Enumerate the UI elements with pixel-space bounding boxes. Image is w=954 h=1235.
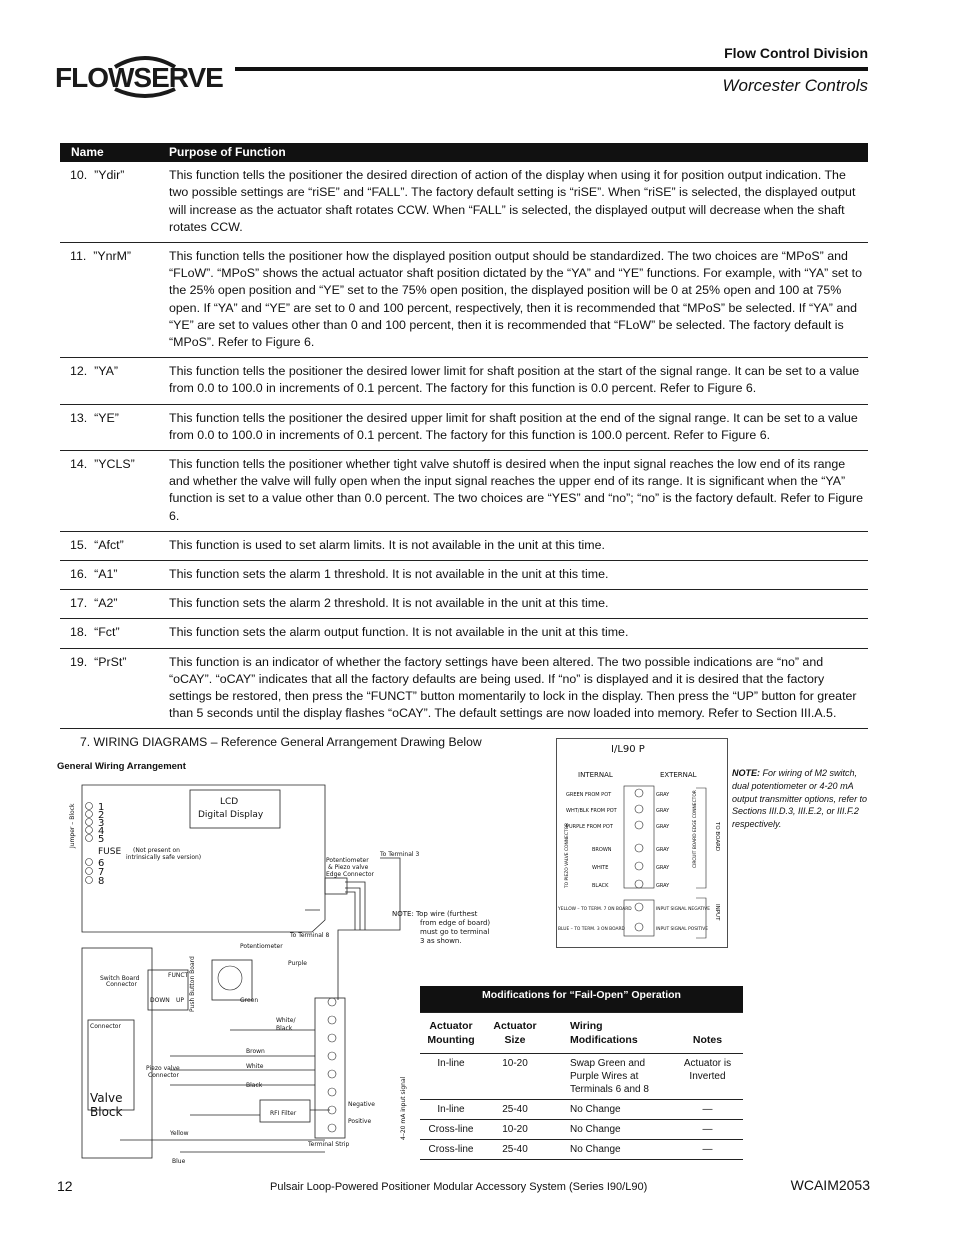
il90-wiring-diagram — [556, 738, 728, 948]
terminal-num: 4 — [98, 826, 105, 837]
col-purpose-header: Purpose of Function — [169, 143, 868, 162]
pot-piezo-label-1: Potentiometer — [326, 857, 369, 864]
cell-mounting: Cross-line — [420, 1120, 482, 1140]
rfi-label: RFI Filter — [270, 1110, 297, 1117]
il90-row-right: INPUT SIGNAL POSITIVE — [656, 927, 709, 932]
table-row — [60, 590, 868, 619]
fail-open-header-row — [420, 1013, 743, 1054]
functions-table — [60, 143, 868, 729]
terminal-strip-label: Terminal Strip — [308, 1141, 350, 1148]
col-name-header: Name — [60, 143, 169, 162]
function-desc: This function tells the positioner the desired upper limit for shaft position at the end of the signal range. It can be set to a value from 0.0 to 100.0 in increments of 0.1 percent. The factory for this function is 100.0 percent. Refer to Figure 6. — [169, 404, 868, 450]
blue-label: Blue — [172, 1158, 186, 1165]
il90-row-right: GRAY — [656, 792, 670, 798]
green-label: Green — [240, 997, 259, 1004]
table-row — [60, 561, 868, 590]
cell-size: 10-20 — [482, 1120, 548, 1140]
pot-piezo-label-2: & Piezo valve — [328, 864, 369, 871]
white-black-label-2: Black — [276, 1025, 293, 1032]
white-black-label-1: White/ — [276, 1017, 296, 1024]
brown-label: Brown — [246, 1048, 265, 1055]
function-name: 13. “YE” — [60, 404, 169, 450]
terminal-num: 5 — [98, 834, 105, 845]
logo-text: FLOWSERVE — [55, 62, 223, 93]
table-row — [420, 1140, 743, 1160]
function-desc: This function tells the positioner the desired direction of action of the display when using it for position output indication. The two possible settings are “riSE” and “FALL”. The factory default setting is “riSE”. When “riSE” is selected, the displayed output will increase as the actuator shaft rotates CCW. When “FALL” is selected, the displayed output will decrease when the shaft rotates CCW. — [169, 162, 868, 242]
section-7-heading: 7. WIRING DIAGRAMS – Reference General Arrangement Drawing Below — [80, 735, 482, 749]
to-board-label: TO BOARD — [714, 822, 720, 852]
external-label: EXTERNAL — [660, 771, 697, 779]
footer-title: Pulsair Loop-Powered Positioner Modular Accessory System (Series I90/L90) — [270, 1181, 648, 1193]
piezo-label-1: Piezo valve — [146, 1065, 180, 1072]
negative-label: Negative — [348, 1101, 375, 1108]
note-line-2: from edge of board) — [420, 919, 491, 927]
function-name: 15. “Afct” — [60, 531, 169, 560]
cell-notes: — — [672, 1100, 743, 1120]
function-name: 14. ”YCLS” — [60, 451, 169, 532]
col-actuator-size: Actuator Size — [482, 1013, 548, 1054]
input-signal-label: 4–20 mA input signal — [400, 1076, 407, 1140]
doc-number: WCAIM2053 — [790, 1177, 870, 1193]
function-name: 17. “A2” — [60, 590, 169, 619]
pot-piezo-label-3: Edge Connector — [326, 871, 374, 878]
funct-label: FUNCT — [168, 972, 189, 979]
up-label: UP — [176, 997, 185, 1004]
cell-wiring: No Change — [548, 1140, 672, 1160]
lcd-box — [190, 790, 280, 828]
positive-label: Positive — [348, 1118, 372, 1125]
cell-size: 10-20 — [482, 1054, 548, 1100]
terminal-num: 3 — [98, 818, 105, 829]
cell-mounting: In-line — [420, 1100, 482, 1120]
table-row — [60, 451, 868, 532]
wiring-note-text: For wiring of M2 switch, dual potentiometer or 4-20 mA output transmitter options, refer to Sections III.D.3, III.E.2, or III.F.2 respectively. — [732, 768, 868, 830]
flowserve-logo-arcs — [55, 55, 223, 97]
table-row — [420, 1120, 743, 1140]
il90-row-right: GRAY — [656, 847, 670, 853]
table-row — [60, 358, 868, 404]
terminal-num: 8 — [98, 876, 105, 887]
terminal-num: 1 — [98, 802, 105, 813]
fuse-note-1: (Not present on — [133, 847, 180, 854]
cell-size: 25-40 — [482, 1100, 548, 1120]
cell-mounting: Cross-line — [420, 1140, 482, 1160]
function-name: 19. “PrSt” — [60, 648, 169, 729]
table-row — [60, 619, 868, 648]
switch-board-label-1: Switch Board — [100, 975, 140, 982]
il90-row-left: GREEN FROM POT — [566, 792, 612, 798]
function-desc: This function is used to set alarm limits. It is not available in the unit at this time. — [169, 531, 868, 560]
il90-row-left: WHITE — [592, 865, 609, 871]
il90-row-left: PURPLE FROM POT — [566, 824, 613, 830]
function-desc: This function sets the alarm 2 threshold. It is not available in the unit at this time. — [169, 590, 868, 619]
table-row — [420, 1100, 743, 1120]
down-label: DOWN — [150, 997, 170, 1004]
cell-wiring: Swap Green and Purple Wires at Terminals 6 and 8 — [548, 1054, 672, 1100]
terminal-num: 7 — [98, 867, 105, 878]
function-name: 11. ”YnrM” — [60, 243, 169, 358]
col-wiring-mods: Wiring Modifications — [548, 1013, 672, 1054]
piezo-label-2: Connector — [148, 1072, 179, 1079]
function-desc: This function sets the alarm 1 threshold. It is not available in the unit at this time. — [169, 561, 868, 590]
white-label: White — [246, 1063, 264, 1070]
function-desc: This function tells the positioner whether tight valve shutoff is desired when the input signal reaches the low end of its range and whether the valve will fully open when the input signal reaches the upper end of its range. It is significant when the “YA” function is set to a value other than 0.0 percent. The two choices are “YES” and “no”; “no” is the factory default. Refer to Figure 6. — [169, 451, 868, 532]
push-button-label: Push Button Board — [189, 956, 196, 1012]
function-name: 16. “A1” — [60, 561, 169, 590]
note-line-3: must go to terminal — [420, 928, 490, 936]
note-line-1: NOTE: Top wire (furthest — [392, 910, 478, 918]
wiring-note — [732, 767, 872, 831]
purple-label: Purple — [288, 960, 307, 967]
lcd-label-2: Digital Display — [198, 810, 264, 820]
function-name: 18. “Fct” — [60, 619, 169, 648]
table-row — [60, 162, 868, 242]
black-label: Black — [246, 1082, 263, 1089]
block-label: Block — [90, 1105, 123, 1119]
fail-open-caption: Modifications for “Fail-Open” Operation — [420, 986, 743, 1013]
note-line-4: 3 as shown. — [420, 937, 462, 945]
jumper-label: Jumper – Block — [69, 803, 76, 848]
page-number: 12 — [57, 1178, 73, 1194]
header-rule — [235, 67, 868, 71]
lcd-label: LCD — [220, 797, 239, 807]
il90-row-right: INPUT SIGNAL NEGATIVE — [656, 907, 711, 912]
circuit-board-label: CIRCUIT BOARD EDGE CONNECTOR — [693, 790, 698, 868]
cell-wiring: No Change — [548, 1100, 672, 1120]
input-label: INPUT — [714, 904, 720, 921]
fail-open-table — [420, 986, 743, 1160]
il90-row-right: GRAY — [656, 808, 670, 814]
il90-row-left: BROWN — [592, 847, 612, 853]
potentiometer-label: Potentiometer — [240, 943, 283, 950]
il90-row-left: BLUE – TO TERM. 3 ON BOARD — [558, 927, 625, 932]
function-desc: This function is an indicator of whether the factory settings have been altered. The two possible indications are “no” and “oCAY”. “oCAY” indicates that all the factory defaults are being used. If “no” is displayed and it is desired that the factory settings be restored, then press the “FUNCT” button momentarily to lock in the display. Then press the “UP” button for greater than 5 seconds until the display flashes “oCAY”. The default settings are now loaded into memory. Refer to Section III.A.5. — [169, 648, 868, 729]
valve-label: Valve — [90, 1091, 123, 1105]
col-actuator-mounting: Actuator Mounting — [420, 1013, 482, 1054]
terminal-num: 2 — [98, 810, 105, 821]
connector-label: Connector — [90, 1023, 121, 1030]
cell-size: 25-40 — [482, 1140, 548, 1160]
fuse-label: FUSE — [98, 847, 122, 857]
function-name: 12. ”YA” — [60, 358, 169, 404]
il90-row-left: BLACK — [592, 883, 609, 889]
il90-row-right: GRAY — [656, 883, 670, 889]
switch-board-label-2: Connector — [106, 981, 137, 988]
division-title: Flow Control Division — [724, 45, 868, 61]
table-row — [60, 404, 868, 450]
table-row — [60, 531, 868, 560]
table-row — [420, 1054, 743, 1100]
flowserve-logo — [55, 55, 223, 95]
il90-title: I/L90 P — [611, 744, 645, 755]
wiring-note-label: NOTE: — [732, 768, 760, 778]
to-terminal-8: To Terminal 8 — [290, 932, 330, 939]
function-desc: This function sets the alarm output function. It is not available in the unit at this time. — [169, 619, 868, 648]
function-desc: This function tells the positioner the desired lower limit for shaft position at the start of the signal range. It can be set to a value from 0.0 to 100.0 in increments of 0.1 percent. The factory for this function is 0.0 percent. Refer to Figure 6. — [169, 358, 868, 404]
il90-row-right: GRAY — [656, 865, 670, 871]
cell-wiring: No Change — [548, 1120, 672, 1140]
terminal-strip-box — [315, 998, 345, 1138]
col-notes: Notes — [672, 1013, 743, 1054]
cell-mounting: In-line — [420, 1054, 482, 1100]
function-desc: This function tells the positioner how the displayed position output should be standardized. The two choices are “MPoS” and “FLoW”. “MPoS” shows the actual actuator shaft position dictated by the “YA” and “YE” functions. For example, with “YA” set to the 25% open position and “YE” set to the 75% open position, the displayed position will be 0 at 25% open and 100 at 75% open. If “YA” and “YE” are set to 0 and 100 percent, respectively, then it is recommended that “MPoS” be selected. If “YA” and “YE” are set to values other than 0 and 100 percent, then it is recommended that “FLoW” be selected. The factory default is “MPoS”. Refer to Figure 6. — [169, 243, 868, 358]
internal-label: INTERNAL — [578, 771, 613, 779]
general-wiring-caption: General Wiring Arrangement — [57, 761, 186, 772]
fuse-note-2: intrinsically safe version) — [126, 854, 202, 861]
il90-row-left: YELLOW – TO TERM. 7 ON BOARD — [558, 907, 632, 912]
il90-row-right: GRAY — [656, 824, 670, 830]
piezo-conn-label: TO PIEZO VALVE CONNECTOR — [565, 822, 570, 888]
cell-notes: Actuator is Inverted — [672, 1054, 743, 1100]
terminal-num: 6 — [98, 858, 105, 869]
circuit-board-outline — [82, 785, 325, 932]
brand-title: Worcester Controls — [722, 76, 868, 95]
cell-notes: — — [672, 1140, 743, 1160]
cell-notes: — — [672, 1120, 743, 1140]
yellow-label: Yellow — [170, 1130, 189, 1137]
functions-table-header — [60, 143, 868, 162]
table-row — [60, 648, 868, 729]
function-name: 10. ”Ydir” — [60, 162, 169, 242]
table-row — [60, 243, 868, 358]
to-terminal-3: To Terminal 3 — [380, 851, 420, 858]
edge-connector-box — [325, 878, 347, 894]
il90-row-left: WHT/BLK FROM POT — [566, 808, 617, 814]
